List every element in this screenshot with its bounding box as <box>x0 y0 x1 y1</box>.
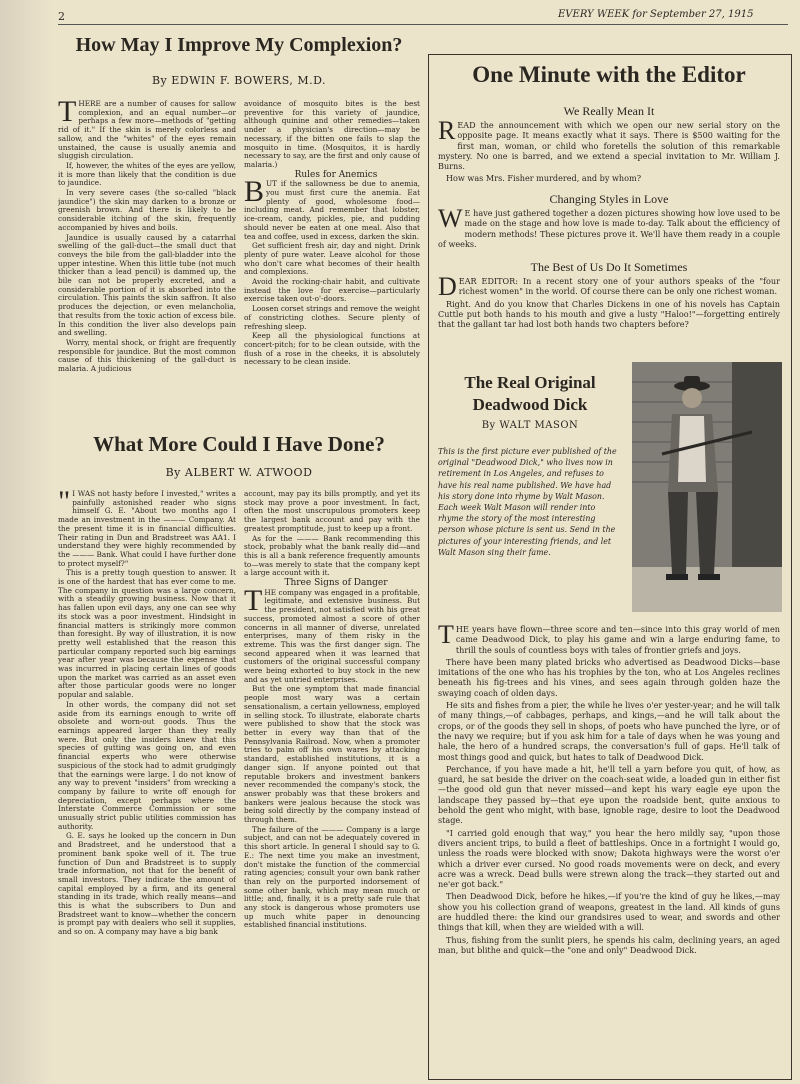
editor-section2 <box>438 208 780 258</box>
paragraph-rest: UT if the sallowness be due to anemia, you must first cure the anemia. Eat plenty of good, wholesome food—including meat. And remember that lobster, ice-cream, candy, pickles, pie, and pudding should never be eaten at one meal. Also that tea and coffee, used in excess, darken the skin. <box>244 179 420 241</box>
paragraph <box>58 100 236 161</box>
subhead-rules-for-anemics: Rules for Anemics <box>294 169 378 180</box>
deadwood-poem <box>438 624 780 1074</box>
paragraph: Get sufficient fresh air, day and night. Drink plenty of pure water. Leave alcohol for those who don't care what becomes of their health and complexions. <box>244 241 420 277</box>
paragraph: Loosen corset strings and remove the weight of constricting clothes. Secure plenty of refreshing sleep. <box>244 304 420 331</box>
subhead-three-signs: Three Signs of Danger <box>284 578 388 589</box>
drop-cap: T <box>244 583 263 617</box>
page-gutter <box>0 0 52 1084</box>
page-number: 2 <box>58 10 65 23</box>
paragraph: But the one symptom that made financial people most wary was a certain sensationalism, a certain yellowness, employed in selling stock. To illustrate, elaborate charts were published to show that the stock was better in every way than that of the Pennsylvania Railroad. Now, when a promoter tries to palm off his own wares by attacking standard, established institutions, it is a danger sign. If anyone pointed out that reputable brokers and investment bankers never recommended the company's stock, the answer probably was that these brokers and bankers were jealous because the stock was being sold directly by the company instead of through them. <box>244 684 420 825</box>
paragraph: G. E. says he looked up the concern in Dun and Bradstreet, and he understood that a prominent bank spoke well of it. The true function of Dun and Bradstreet is to supply trade information, not that for the benefit of small investors. They indicate the amount of capital employed by a firm, and its general standing in its trade, which really means—and this is what the subscribers to Dun and Bradstreet want to know—whether the concern is prompt pay with dealers who sell it supplies, and so on. A company may have a big bank <box>58 831 236 937</box>
article-complexion-col2 <box>244 100 420 422</box>
paragraph: Thus, fishing from the sunlit piers, he spends his calm, declining years, an aged man, but blithe and quick—the "one and only" Deadwood Dick. <box>438 934 780 955</box>
paragraph <box>438 276 780 301</box>
drop-cap: D <box>438 276 457 301</box>
man-with-rifle-photo <box>632 362 782 612</box>
editor-section3 <box>438 276 780 358</box>
paragraph <box>438 624 780 655</box>
paragraph: How was Mrs. Fisher murdered, and by whom? <box>446 173 642 184</box>
article-complexion-byline: By EDWIN F. BOWERS, M.D. <box>151 74 327 87</box>
paragraph-rest: I WAS not hasty before I invested," writes a painfully astonished reader who signs himself G. E. "About two months ago I made an investment in the ——— Company. At the present time it is in financial difficulties. Their rating in Dun and Bradstreet was AA1. I understand they were highly recommended by the ——— Bank. What could I have further done to protect myself?" <box>58 490 236 568</box>
deadwood-caption: This is the first picture ever published of the original "Deadwood Dick," who lives now in retirement in Los Angeles, and refuses to have his real name published. We have had his story done into rhyme by Walt Mason. Each week Walt Mason will render into rhyme the story of the most interesting person whose picture is sent us. Send in the pictures of your interesting friends, and let Walt Mason sing their fame. <box>438 447 617 557</box>
deadwood-byline: By WALT MASON <box>481 420 579 431</box>
paragraph: This is a pretty tough question to answer. It is one of the hardest that has ever come to me. The company in question was a large concern, with a steadily growing business. Now that it has fallen upon evil days, any one can see why its stock was a poor investment. Hindsight in financial matters is strikingly more common than foresight. By way of illustration, it is now pretty well established that the reason this particular company reported such big earnings year after year was because the expense that was incurred in placing certain lines of goods upon the market was carried as an asset even after those particular goods were no longer popular and salable. <box>58 568 236 700</box>
article-invest-title: What More Could I Have Done? <box>93 432 385 456</box>
article-complexion-col1 <box>58 100 236 418</box>
subhead-we-really-mean-it: We Really Mean It <box>563 104 655 118</box>
paragraph: He sits and fishes from a pier, the while he lives o'er yester-year; and he will talk of many things,—of cabbages, perhaps, and kings,—and he will talk about the crops, or of the goods they sell in shops, of poets who have punched the lyre, or of the navy we require; but if you ask him for a tale of days when he was young and hale, the hero of a hundred scraps, the conversation's full of gaps. He'll talk of most things good and quick, but hates to talk of Deadwood Dick. <box>438 700 780 762</box>
paragraph: "I carried gold enough that way," you hear the hero mildly say, "upon those divers ancient trips, to build a fleet of battleships. Once in a fortnight I would go, unless the roads were blocked with snow; Dakota highways were the worst o'er which a driver ever cursed. No good roads movements were on deck, and every acre was a wreck. Dead bulls were strewn along the track—they started out and ne'er got back." <box>438 827 780 890</box>
subhead-changing-styles: Changing Styles in Love <box>549 192 669 206</box>
paragraph-rest: E have just gathered together a dozen pictures showing how love used to be made on the stage and how love is made to-day. Talk about the efficiency of modern methods! These pictures prove it. We'll have them ready in a couple of weeks. <box>438 208 780 249</box>
paragraph: Jaundice is usually caused by a catarrhal swelling of the gall-duct—the small duct that conveys the bile from the gall-bladder into the upper intestine. When this little tube (not much thicker than a lead pencil) is dammed up, the bile can not be properly excreted, and a considerable portion of it is absorbed into the circulation. This paints the skin saffron. It also produces the dejection, or even melancholia, that results from the toxic action of excess bile. In this condition the liver also develops pain and swelling. <box>58 232 236 338</box>
paragraph-rest: HERE are a number of causes for sallow complexion, and an equal number—or perhaps a few more—methods of "getting rid of it." If the skin is merely colorless and sallow, and the "whites" of the eyes remain unstained, the cause is usually anemia and sluggish circulation. <box>58 100 236 161</box>
article-invest-col2 <box>244 490 420 1078</box>
paragraph: Avoid the rocking-chair habit, and cultivate instead the love for exercise—particularly exercise taken out-o'-doors. <box>244 277 420 304</box>
paragraph: In very severe cases (the so-called "black jaundice") the skin may darken to a bronze or greenish brown. And there is likely to be considerable itching of the skin, frequently accompanied by hives and boils. <box>58 188 236 232</box>
paragraph: The failure of the ——— Company is a large subject, and can not be adequately covered in this short article. In general I should say to G. E.: The next time you make an investment, don't mistake the function of the commercial rating agencies; consult your own bank rather than rely on the purported indorsement of some other bank, which may mean much or little; and, finally, it is a pretty safe rule that any stock is dangerous whose promoters use up much white paper in denouncing established financial institutions. <box>244 824 420 930</box>
article-complexion-title: How May I Improve My Complexion? <box>75 34 403 56</box>
drop-cap: B <box>244 175 265 209</box>
paragraph: account, may pay its bills promptly, and yet its stock may prove a poor investment. In fact, often the most unscrupulous promoters keep the largest bank account and pay with the greatest promptitude, just to keep up a front. <box>244 490 420 533</box>
article-invest-byline: By ALBERT W. ATWOOD <box>165 466 313 479</box>
paragraph-rest: EAR EDITOR: In a recent story one of your authors speaks of the "four richest women" in the world. Of course there can be only one richest woman. <box>458 276 780 297</box>
article-invest-col1 <box>58 490 236 1078</box>
paragraph: Worry, mental shock, or fright are frequently responsible for jaundice. But the most common cause of this thickening of the gall-duct is malaria. A judicious <box>58 337 236 374</box>
drop-cap: T <box>58 100 77 128</box>
paragraph: Perchance, if you have made a hit, he'll tell a yarn before you quit, of how, as guard, he sat beside the driver on the coach-seat wide, a loaded gun in either fist—the good old gun that never missed—and kept his wary eagle eye upon the landscape they passed by—that eye upon the roadside bent, quite anxious to behold the gent who might, with base, ignoble rage, desire to loot the Deadwood stage. <box>438 763 780 826</box>
paragraph: As for the ——— Bank recommending this stock, probably what the bank really did—and this is all a bank reference frequently amounts to—was merely to state that the company kept a large account with it. <box>244 533 420 578</box>
deadwood-title-line2: Deadwood Dick <box>472 395 588 414</box>
drop-cap: " <box>58 490 71 518</box>
paragraph <box>244 175 420 241</box>
paragraph-rest: HE company was engaged in a profitable, legitimate, and extensive business. But the president, not satisfied with his great success, promoted almost a score of other concerns in all manner of diverse, unrelated enterprises, many of them risky in the extreme. This was the first danger sign. The second appeared when it was learned that customers of the original successful company were being exhorted to buy stock in the new and as yet untried enterprises. <box>244 587 420 684</box>
paragraph: If, however, the whites of the eyes are yellow, it is more than likely that the condition is due to jaundice. <box>58 160 236 188</box>
drop-cap: W <box>438 208 463 233</box>
running-title: EVERY WEEK for September 27, 1915 <box>558 9 754 20</box>
deadwood-title-line1: The Real Original <box>464 373 596 392</box>
paragraph <box>438 208 780 249</box>
paragraph: In other words, the company did not set aside from its earnings enough to write off obsolete and worn-out goods. Thus the earnings appeared larger than they really were. But only the insiders knew that this species of gutting was going on, and even financial experts who were otherwise suspicious of the stock had to admit grudgingly that the earnings were large. I do not know of any way to prevent "insiders" from wrecking a company by failure to write off enough for depreciation, except perhaps where the Interstate Commerce Commission or some unusually strict public utilities commission has authority. <box>58 699 236 831</box>
drop-cap: R <box>438 120 456 145</box>
drop-cap: T <box>438 624 454 649</box>
paragraph <box>438 120 780 171</box>
editor-title: One Minute with the Editor <box>472 62 746 87</box>
deadwood-title <box>432 372 628 416</box>
subhead-best-of-us: The Best of Us Do It Sometimes <box>530 260 688 274</box>
paragraph: Keep all the physiological functions at concert-pitch; for to be clean outside, with the flush of a rose in the cheeks, it is absolutely necessary to be clean inside. <box>244 331 420 367</box>
paragraph <box>58 490 236 568</box>
paragraph-rest: HE years have flown—three score and ten—since into this gray world of men came Deadwood Dick, to play his game and win a large enduring fame, to thrill the souls of countless boys with tales of frontier griefs and joys. <box>455 624 780 655</box>
editor-section1 <box>438 120 780 190</box>
paragraph-rest: EAD the announcement with which we open our new serial story on the opposite page. It means exactly what it says. There is $500 waiting for the first man, woman, or child who foretells the solution of this remarkable mystery. No one is barred, and we extend a special invitation to Mr. William J. Burns. <box>438 120 780 172</box>
paragraph: Then Deadwood Dick, before he hikes,—if you're the kind of guy he likes,—may show you his collection grand of weapons, greatest in the land. All kinds of guns are huddled there: the kind our grandsires used to wear, and swords and other things that kill, when they are wielded with a will. <box>438 891 780 933</box>
paragraph: avoidance of mosquito bites is the best preventive for this variety of jaundice, although quinine and other remedies—taken under a physician's direction—may be necessary, if the bitten one fails to slap the mosquito in time. (Mosquitos, it is hardly necessary to say, are the first and only cause of malaria.) <box>244 100 420 169</box>
header-rule <box>58 24 788 25</box>
paragraph: There have been many plated bricks who advertised as Deadwood Dicks—base imitations of the one who has his trophies by the ton, who at Los Angeles reclines beneath his fig-trees and his vines, and sees again through golden haze the swaying coach of olden days. <box>438 656 780 698</box>
paragraph: Right. And do you know that Charles Dickens in one of his novels has Captain Cuttle put both hands to his mouth and give a lusty "Haloo!"—forgetting entirely that the gallant tar had lost both hands two chapters before? <box>438 298 780 330</box>
